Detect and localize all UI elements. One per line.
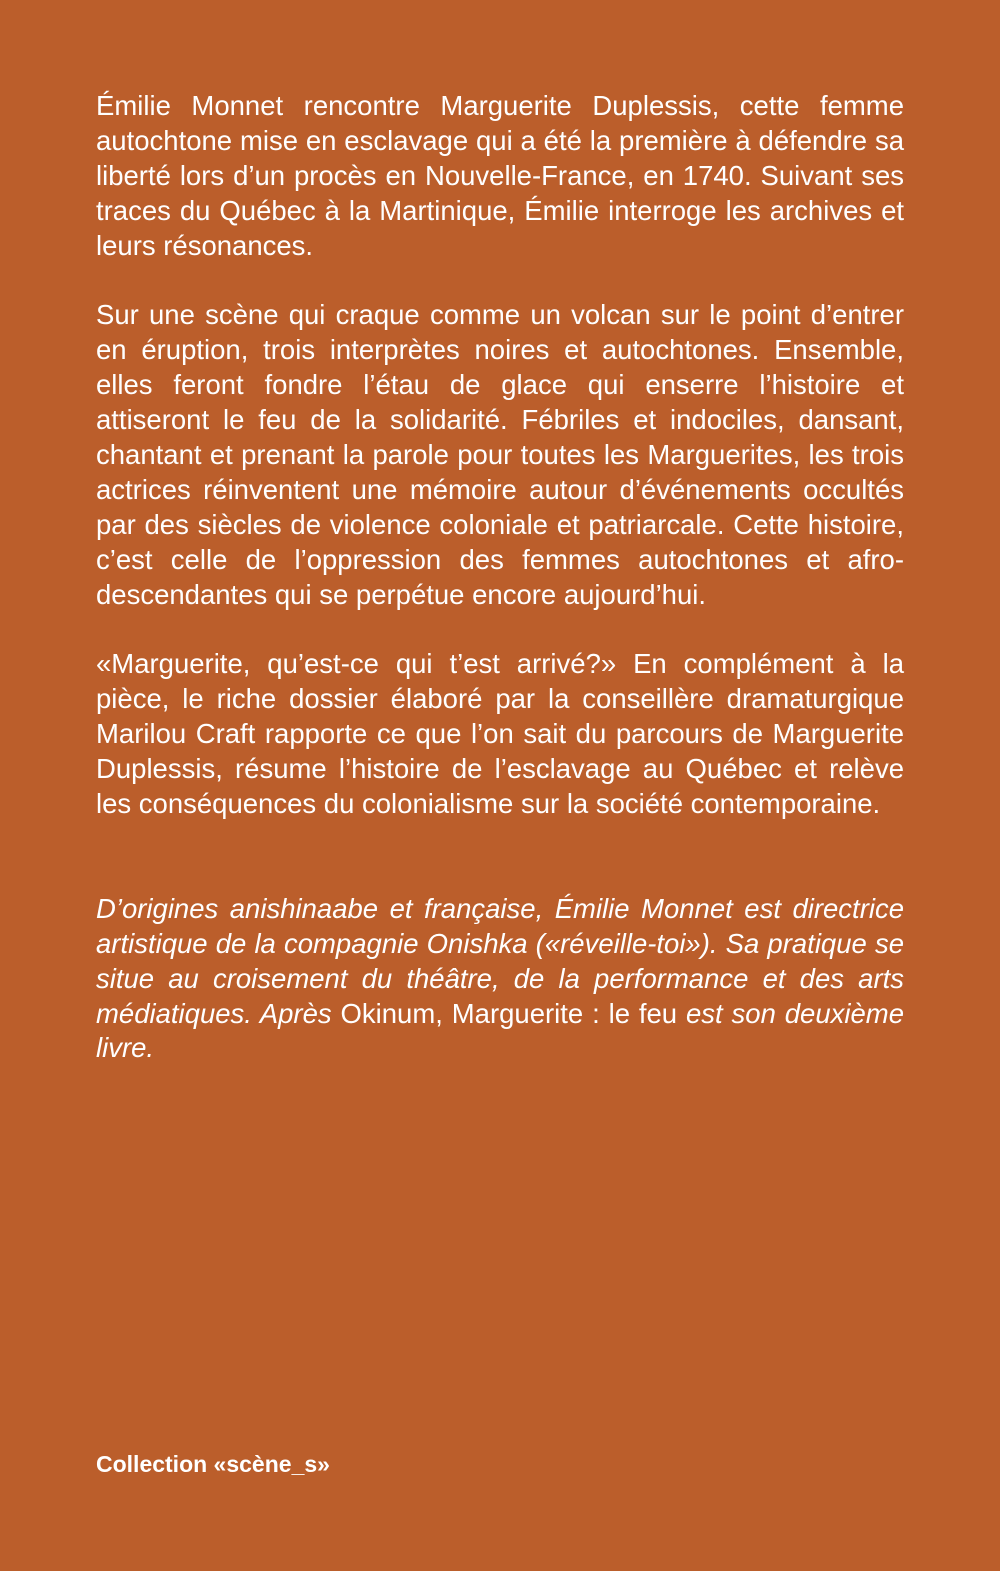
author-bio-part-1: D’origines anishinaabe et française, Émilie Monnet est directrice artistique de la compagnie Onishka («réveille-toi»). Sa pratique se situe au croisement du théâtre, de la performance et des arts médiatiques. Après <box>96 892 904 1029</box>
author-bio-part-2: est son deuxième livre. <box>96 997 904 1064</box>
summary-paragraph-1: Émilie Monnet rencontre Marguerite Duplessis, cette femme autochtone mise en esclavage qui a été la première à défendre sa liberté lors d’un procès en Nouvelle-France, en 1740. Suivant ses traces du Québec à la Martinique, Émilie interroge les archives et leurs résonances. <box>96 90 904 261</box>
author-bio <box>96 892 904 1067</box>
book-title: Okinum, Marguerite : le feu <box>340 997 678 1029</box>
summary-paragraph-3: «Marguerite, qu’est-ce qui t’est arrivé?» En complément à la pièce, le riche dossier élaboré par la conseillère dramaturgique Marilou Craft rapporte ce que l’on sait du parcours de Marguerite Duplessis, résume l’histoire de l’esclavage au Québec et relève les conséquences du colonialisme sur la société contemporaine. <box>96 648 904 820</box>
collection-label: Collection «scène_s» <box>96 1451 330 1477</box>
back-cover-text <box>96 89 904 1066</box>
summary-paragraph-2: Sur une scène qui craque comme un volcan sur le point d’entrer en éruption, trois interprètes noires et autochtones. Ensemble, elles feront fondre l’étau de glace qui enserre l’histoire et attiseront le feu de la solidarité. Fébriles et indociles, dansant, chantant et prenant la parole pour toutes les Marguerites, les trois actrices réinventent une mémoire autour d’événements occultés par des siècles de violence coloniale et patriarcale. Cette histoire, c’est celle de l’oppression des femmes autochtones et afro-descendantes qui se perpétue encore aujourd’hui. <box>96 299 904 610</box>
